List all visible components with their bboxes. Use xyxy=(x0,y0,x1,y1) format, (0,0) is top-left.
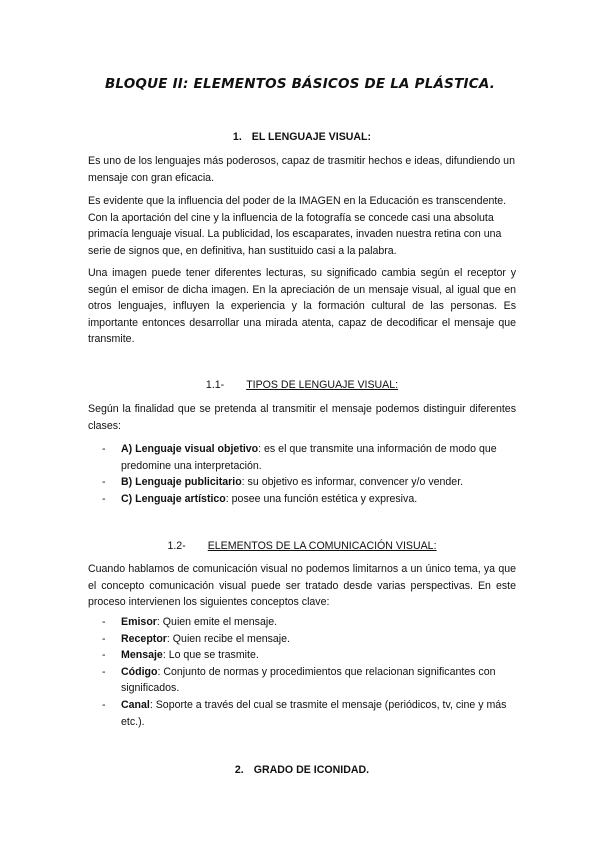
list-item-text: : es el que transmite una información de modo que predomine una interpretación. xyxy=(121,443,497,472)
section-2-number: 2. xyxy=(234,764,244,776)
list-item-text: : Quien recibe el mensaje. xyxy=(166,632,290,645)
section-1-1-title: TIPOS DE LENGUAJE VISUAL: xyxy=(246,379,399,391)
list-item: - Receptor: Quien recibe el mensaje. xyxy=(102,632,290,645)
list-item-text: : Conjunto de normas y procedimientos que relacionan significantes con significados. xyxy=(121,665,496,695)
section-1-paragraph-2: Es evidente que la influencia del poder de la IMAGEN en la Educación es transcendente. Con la aportación del cine y la influencia de la fotografía se concede casi una absoluta primacía lenguaje visual. La publicidad, los escaparates, invaden nuestra retina con una serie de signos que, en definitiva, han sustituido casi a la palabra. xyxy=(88,195,507,257)
list-item-term: Emisor xyxy=(121,616,157,628)
list-item-term: B) Lenguaje publicitario xyxy=(121,476,242,489)
section-1-1-number: 1.1- xyxy=(205,379,225,391)
section-1-title: EL LENGUAJE VISUAL: xyxy=(251,131,372,143)
section-1-1-heading xyxy=(88,379,516,391)
document-title: BLOQUE II: ELEMENTOS BÁSICOS DE LA PLÁSTICA. xyxy=(104,76,496,92)
list-item: - Canal: Soporte a través del cual se trasmite el mensaje (periódicos, tv, cine y más etc.). xyxy=(102,698,507,728)
list-item-text: : posee una función estética y expresiva. xyxy=(225,492,418,505)
section-2-heading xyxy=(88,764,516,776)
section-1-paragraph-1: Es uno de los lenguajes más poderosos, capaz de trasmitir hechos e ideas, difundiendo un mensaje con gran eficacia. xyxy=(88,155,515,184)
section-1-number: 1. xyxy=(232,131,242,143)
section-1-1-intro: Según la finalidad que se pretenda al transmitir el mensaje podemos distinguir diferentes clases: xyxy=(88,403,516,432)
list-item: - B) Lenguaje publicitario: su objetivo es informar, convencer y/o vender. xyxy=(102,476,464,489)
section-1-2-number: 1.2- xyxy=(167,540,186,552)
list-item: - Emisor: Quien emite el mensaje. xyxy=(102,616,278,628)
section-1-2-title: ELEMENTOS DE LA COMUNICACIÓN VISUAL: xyxy=(207,540,437,552)
list-item-term: Receptor xyxy=(121,632,167,645)
list-item-text: : Soporte a través del cual se trasmite el mensaje (periódicos, tv, cine y más etc.). xyxy=(121,698,507,728)
list-item: - Código: Conjunto de normas y procedimientos que relacionan significantes con significados. xyxy=(102,665,496,695)
communication-elements-list xyxy=(102,614,518,730)
section-2-title: GRADO DE ICONIDAD. xyxy=(253,764,370,776)
section-1-heading xyxy=(88,131,516,143)
list-item-term: C) Lenguaje artístico xyxy=(121,492,226,505)
list-item-text: : Lo que se trasmite. xyxy=(162,649,259,662)
list-item-text: : su objetivo es informar, convencer y/o vender. xyxy=(241,476,464,489)
list-item: - C) Lenguaje artístico: posee una función estética y expresiva. xyxy=(102,492,418,505)
list-item-term: Canal xyxy=(121,698,150,711)
language-types-list xyxy=(102,441,518,507)
list-item-term: A) Lenguaje visual objetivo xyxy=(121,443,259,455)
section-1-2-heading xyxy=(88,540,516,552)
list-item-text: : Quien emite el mensaje. xyxy=(156,616,278,628)
list-item: - A) Lenguaje visual objetivo: es el que transmite una información de modo que predomine una interpretación. xyxy=(102,443,497,472)
list-item-term: Mensaje xyxy=(121,649,163,662)
list-item: - Mensaje: Lo que se trasmite. xyxy=(102,649,259,662)
section-1-2-intro: Cuando hablamos de comunicación visual no podemos limitarnos a un único tema, ya que el concepto comunicación visual puede ser tratado desde varias perspectivas. En este proceso intervienen los siguientes conceptos clave: xyxy=(88,563,516,609)
list-item-term: Código xyxy=(121,665,158,678)
section-1-paragraph-3: Una imagen puede tener diferentes lecturas, su significado cambia según el receptor y según el emisor de dicha imagen. En la apreciación de un mensaje visual, al igual que en otros lenguajes, influyen la experiencia y la formación cultural de las personas. Es importante entonces desarrollar una mirada atenta, capaz de decodificar el mensaje que transmite. xyxy=(88,267,516,346)
